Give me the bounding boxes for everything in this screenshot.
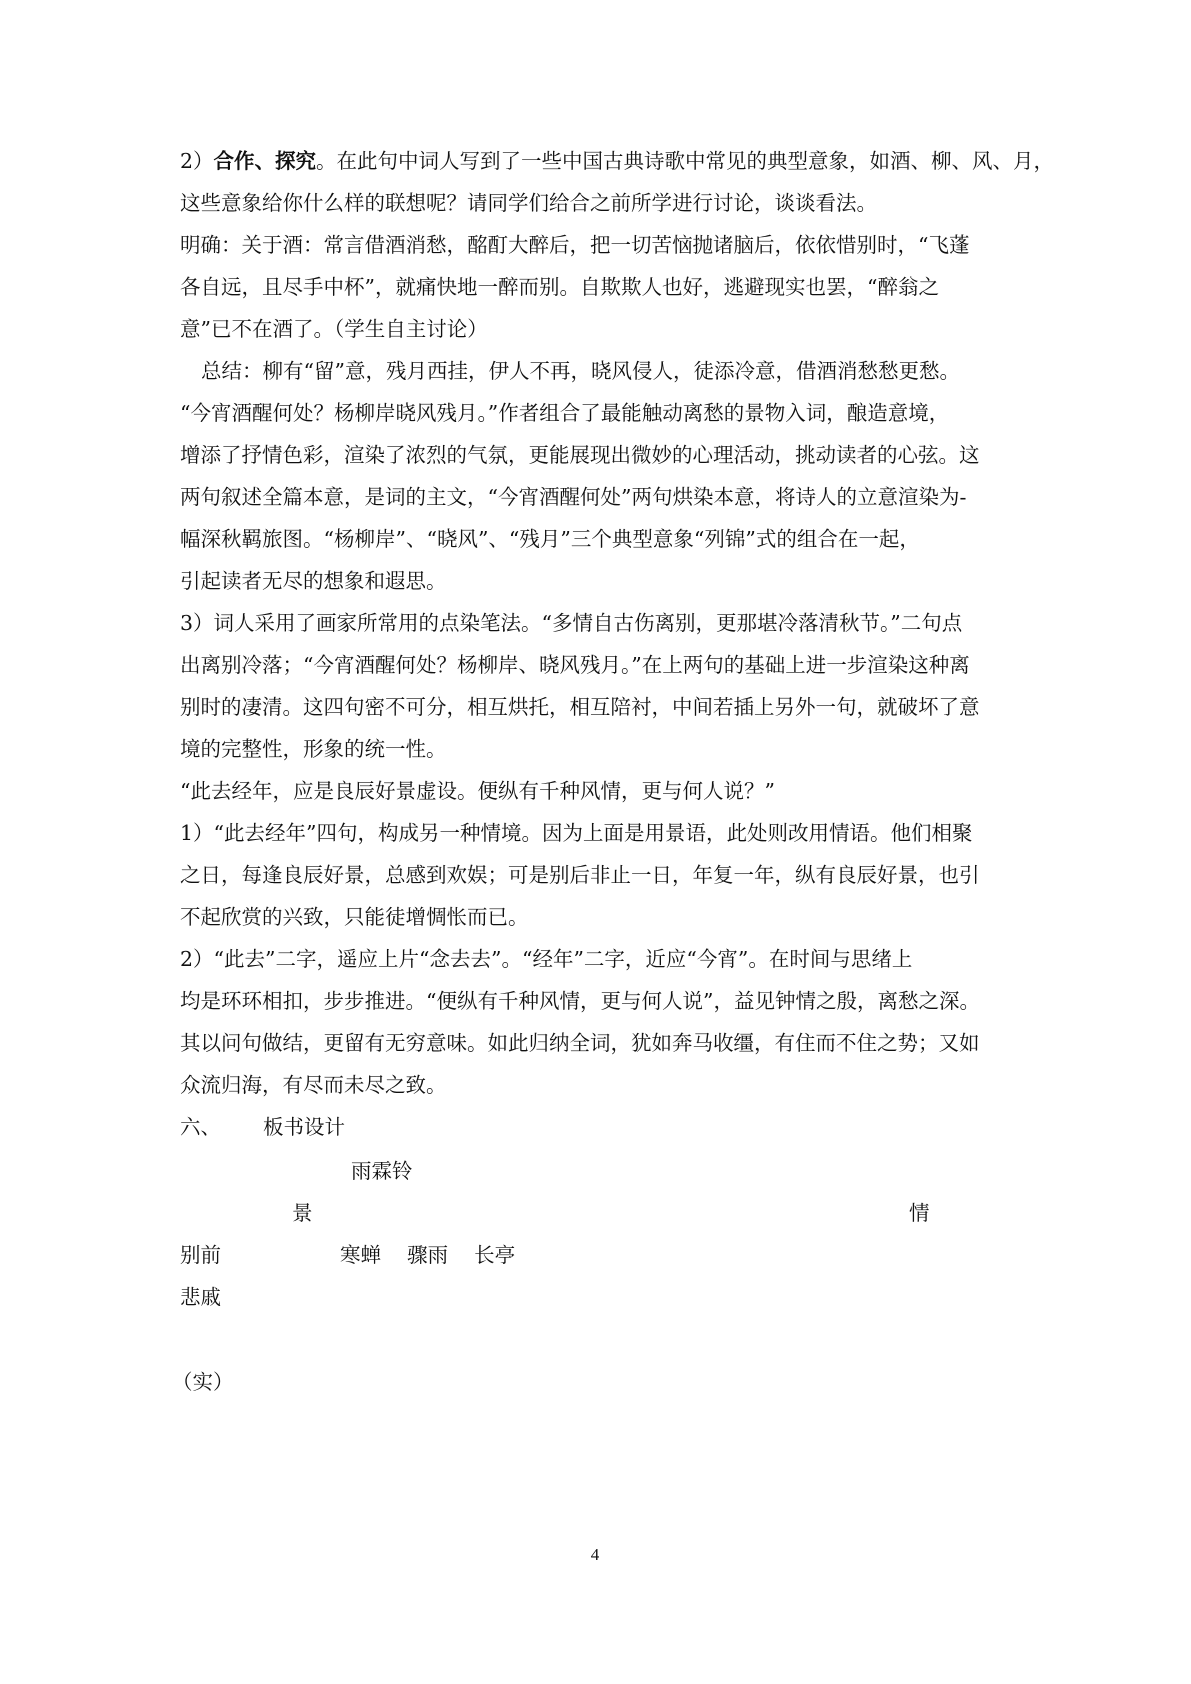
board-emotion-label: 情 bbox=[909, 1201, 930, 1225]
section-heading bbox=[180, 1113, 345, 1141]
board-sorrow: 悲戚 bbox=[180, 1285, 221, 1309]
text-line: 不起欣赏的兴致，只能徒增惆怅而已。 bbox=[180, 905, 529, 929]
text-line: 增添了抒情色彩，渲染了浓烈的气氛，更能展现出微妙的心理活动，挑动读者的心弦。这 bbox=[180, 443, 980, 467]
board-title: 雨霖铃 bbox=[351, 1159, 413, 1183]
board-images: 寒蝉 骤雨 长亭 bbox=[340, 1243, 516, 1267]
board-before-label: 别前 bbox=[180, 1243, 221, 1267]
text-line: 之日，每逢良辰好景，总感到欢娱；可是别后非止一日，年复一年，纵有良辰好景，也引 bbox=[180, 863, 980, 887]
text-line: 3）词人采用了画家所常用的点染笔法。“多情自古伤离别，更那堪冷落清秋节。”二句点 bbox=[180, 611, 963, 635]
section-number: 六、 bbox=[180, 1115, 221, 1139]
text-line: 幅深秋羁旅图。“杨柳岸”、“晓风”、“残月”三个典型意象“列锦”式的组合在一起， bbox=[180, 527, 920, 551]
text-line: 境的完整性，形象的统一性。 bbox=[180, 737, 447, 761]
board-scene-label: 景 bbox=[292, 1201, 313, 1225]
text-line: 引起读者无尽的想象和遐思。 bbox=[180, 569, 447, 593]
section-title: 板书设计 bbox=[263, 1115, 345, 1139]
text-line: 众流归海，有尽而未尽之致。 bbox=[180, 1073, 447, 1097]
text-line: 这些意象给你什么样的联想呢？请同学们给合之前所学进行讨论，谈谈看法。 bbox=[180, 191, 877, 215]
quote-line: “此去经年，应是良辰好景虚设。便纵有千种风情，更与何人说？” bbox=[180, 779, 775, 803]
text-line: 明确：关于酒：常言借酒消愁，酩酊大醉后，把一切苦恼抛诸脑后，依依惜别时，“飞蓬 bbox=[180, 233, 970, 257]
paragraph-cooperation-line bbox=[180, 147, 1054, 175]
text-line: 其以问句做结，更留有无穷意味。如此归纳全词，犹如奔马收缰，有住而不住之势；又如 bbox=[180, 1031, 980, 1055]
summary-line: 总结：柳有“留”意，残月西挂，伊人不再，晓风侵人，徒添冷意，借酒消愁愁更愁。 bbox=[201, 359, 960, 383]
bold-heading: 合作、探究 bbox=[213, 149, 317, 173]
text-line: 别时的凄清。这四句密不可分，相互烘托，相互陪衬，中间若插上另外一句，就破坏了意 bbox=[180, 695, 980, 719]
board-real: （实） bbox=[172, 1370, 234, 1394]
text-line: 2）“此去”二字，遥应上片“念去去”。“经年”二字，近应“今宵”。在时间与思绪上 bbox=[180, 947, 913, 971]
text-line: “今宵酒醒何处？杨柳岸晓风残月。”作者组合了最能触动离愁的景物入词，酿造意境， bbox=[180, 401, 950, 425]
text-line: 均是环环相扣，步步推进。“便纵有千种风情，更与何人说”，益见钟情之殷，离愁之深。 bbox=[180, 989, 980, 1013]
text-line: 各自远，且尽手中杯”，就痛快地一醉而别。自欺欺人也好，逃避现实也罢，“醉翁之 bbox=[180, 275, 939, 299]
text-line: 1）“此去经年”四句，构成另一种情境。因为上面是用景语，此处则改用情语。他们相聚 bbox=[180, 821, 973, 845]
item-number: 2） bbox=[180, 149, 214, 173]
text-line: 两句叙述全篇本意，是词的主文，“今宵酒醒何处”两句烘染本意，将诗人的立意渲染为- bbox=[180, 485, 967, 509]
page-number: 4 bbox=[590, 1545, 600, 1564]
paragraph-text: 。在此句中词人写到了一些中国古典诗歌中常见的典型意象，如酒、柳、风、月， bbox=[316, 149, 1055, 173]
text-line: 意”已不在酒了。（学生自主讨论） bbox=[180, 317, 488, 341]
text-line: 出离别冷落；“今宵酒醒何处？杨柳岸、晓风残月。”在上两句的基础上进一步渲染这种离 bbox=[180, 653, 970, 677]
